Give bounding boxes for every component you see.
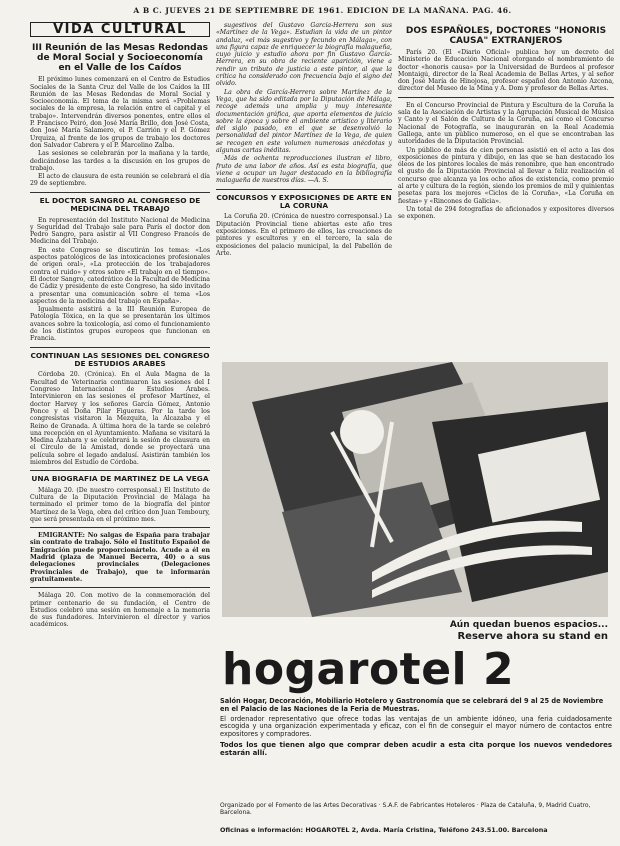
headline: DOS ESPAÑOLES, DOCTORES "HONORIS CAUSA" EXTRANJEROS — [405, 26, 607, 46]
ad-line: en el Palacio de las Naciones de la Feria de Muestras. — [220, 704, 420, 713]
paragraph: sugestivos del Gustavo García-Herrera son sus «Martínez de la Vega». Estudian la vida de un pintor andaluz, «el más sugestivo y fecundo en Málaga», con una figura capaz de enriquecer la biografía malagueña, cuyo juicio y estudio ahora por fin Gustavo García-Herrera, en su obra de reciente aparición, viene a rendir un tributo de justicia a este pintor, al que la crítica ha considerado con frecuencia bajo el signo del olvido. — [216, 22, 392, 88]
headline: CONCURSOS Y EXPOSICIONES DE ARTE EN LA CORUÑA — [216, 192, 392, 210]
ad-line: Organizado por el Fomento de las Artes Decorativas · S.A.F. de Fabricantes Hoteleros · Plaza de Cataluña, 9, Madrid Cuatro, Barcelona. — [220, 802, 591, 817]
headline: CONTINUAN LAS SESIONES DEL CONGRESO DE ESTUDIOS ARABES — [30, 350, 210, 369]
paragraph: La Coruña 20. (Crónica de nuestro corresponsal.) La Diputación Provincial tiene abiertas este año tres exposiciones. En el primero de ellos, las creaciones de pintores y escultores y en el tercero, la sala de exposiciones del palacio municipal, la del Pabellón de Arte. — [216, 213, 392, 257]
column-3 — [398, 22, 614, 382]
paragraph: Más de ochenta reproducciones ilustran el libro, fruto de una labor de años. Así es esta biografía, que viene a ocupar un lugar destacado en la bibliografía malagueña de nuestros días. —A. S. — [216, 155, 392, 185]
paragraph: Málaga 20. Con motivo de la conmemoración del primer centenario de su fundación, el Centro de Estudios celebró una sesión en homenaje a la memoria de sus fundadores. Intervinieron el director y varios académicos. — [30, 592, 210, 629]
paragraph: Igualmente asistirá a la III Reunión Europea de Patología Tóxica, en la que se presentarán los últimos avances sobre la toxicología, así como el funcionamiento de los distintos grupos europeos que funcionan en Francia. — [30, 306, 210, 343]
divider — [30, 587, 210, 588]
paragraph: Un total de 294 fotografías de aficionados y expositores diversos se exponen. — [398, 205, 614, 221]
ad-footer — [220, 802, 612, 834]
tableware-illustration-icon — [222, 362, 608, 617]
ad-strip — [406, 620, 608, 642]
paragraph: La obra de García-Herrera sobre Martínez de la Vega, que ha sido editada por la Diputación de Málaga, recoge además una amplia y muy interesante documentación gráfica, que aporta elementos de juicio sobre la época y sobre el ambiente artístico y literario del siglo pasado, en el que se desenvolvió la personalidad del pintor Martínez de la Vega, de quien se recogen en este volumen numerosas anécdotas y algunas cartas inéditas. — [216, 88, 392, 155]
paragraph: Córdoba 20. (Crónica). En el Aula Magna de la Facultad de Veterinaria continuaron las sesiones del I Congreso Internacional de Estudios Árabes. Intervinieron en las sesiones el profesor Martínez, el doctor Harvey y los señores García Gómez, Antonio Ponce y el Doña Pilar Figueras. Por la tarde los congresistas visitaron la Mezquita, la Alcazaba y el Reino de Granada. A última hora de la tarde se celebró una recepción en el Ayuntamiento. Mañana se visitará la Medina Azahara y se celebrará la sesión de clausura en el Círculo de la Amistad, donde se proyectará una película sobre el legado andalusí. Asistirán también los miembros del Estudio de Córdoba. — [30, 371, 210, 466]
column-1 — [30, 22, 210, 842]
headline: UNA BIOGRAFIA DE MARTINEZ DE LA VEGA — [31, 474, 209, 484]
paragraph: París 20. (El «Diario Oficial» publica hoy un decreto del Ministerio de Educación Nacional otorgando el nombramiento de doctor «honoris causa» por la Universidad de Burdeos al profesor Montaigú, director de la Real Academia de Bellas Artes, y al señor don José María de Hinojosa, profesor español don Antonio Azcona, director del Museo de la Mina y A. Dom y profesor de Bellas Artes. — [398, 49, 614, 93]
section-title: VIDA CULTURAL — [30, 22, 210, 37]
divider — [216, 189, 392, 190]
paragraph: Las sesiones se celebrarán por la mañana y la tarde, dedicándose las tardes a la discusión en los grupos de trabajo. — [30, 150, 210, 172]
paragraph: Málaga 20. (De nuestro corresponsal.) El Instituto de Cultura de la Diputación Provincial de Málaga ha terminado el primer tomo de la biografía del pintor Martínez de la Vega, obra del crítico don Juan Temboury, que será presentada en el próximo mes. — [30, 486, 210, 523]
notice: EMIGRANTE: No salgas de España para trabajar sin contrato de trabajo. Sólo el Instituto Español de Emigración puede proporcionártelo. Acude a él en Madrid (plaza de Manuel Becerra, 40) o a sus delegaciones provinciales (Delegaciones Provinciales de Trabajo), que te informarán gratuitamente. — [30, 532, 210, 583]
ad-strip-line: Reserve ahora su stand en — [457, 631, 608, 642]
ad-line: El ordenador representativo que ofrece todas las ventajas de un ambiente idóneo, una feria cuidadosamente escogida y una organización experimentada y eficaz, con el fin de conseguir el mayor número de contactos entre expositores y compradores. — [220, 714, 612, 739]
ad-strip-line: Aún quedan buenos espacios... — [449, 620, 608, 630]
ad-body — [220, 698, 612, 758]
ad-line: Oficinas e información: HOGAROTEL 2, Avda. María Cristina, Teléfono 243.51.00. Barcelona — [220, 825, 548, 834]
column-2 — [216, 22, 392, 362]
paragraph: Un público de más de cien personas asistió en el acto a las dos exposiciones de pintura y dibujo, en las que se han destacado los óleos de los pintores locales de más renombre, que han encontrado el gusto de la Diputación Provincial al llevar a feliz realización el concurso que alcanza ya los ocho años de existencia, como premio al arte y cultura de la región, siendo los premios de mil y quinientas pesetas para los mejores «Ciclos de la Coruña», «La Coruña en fiestas» y «Rincones de Galicia». — [398, 146, 614, 205]
divider — [30, 527, 210, 528]
paragraph: En representación del Instituto Nacional de Medicina y Seguridad del Trabajo sale para París el doctor don Pedro Sangro, para asistir al VII Congreso Francés de Medicina del Trabajo. — [30, 216, 210, 246]
ad-line: Salón Hogar, Decoración, Mobiliario Hotelero y Gastronomía que se celebrará del 9 al 25 de Noviembre — [220, 697, 604, 705]
paragraph: El acto de clausura de esta reunión se celebrará el día 29 de septiembre. — [30, 173, 210, 188]
ad-line: Todos los que tienen algo que comprar deben acudir a esta cita porque los nuevos vendedores estarán allí. — [220, 740, 612, 757]
advertisement — [216, 362, 614, 846]
divider — [30, 470, 210, 471]
divider — [30, 192, 210, 193]
headline: III Reunión de las Mesas Redondas de Moral Social y Socioeconomía en el Valle de los Caídos — [31, 43, 209, 74]
paragraph: En el Concurso Provincial de Pintura y Escultura de la Coruña la sala de la Asociación de Artistas y la Agrupación Musical de Música y Canto y el Salón de Cultura de la Coruña, así como el Concurso Nacional de Fotografía, se inaugurarán en la Real Academia Gallega, ante un público numeroso, en el que se encontraban las autoridades de la Diputación Provincial. — [398, 101, 614, 146]
masthead: A B C. JUEVES 21 DE SEPTIEMBRE DE 1961. EDICION DE LA MAÑANA. PAG. 46. — [133, 6, 512, 15]
paragraph: El próximo lunes comenzará en el Centro de Estudios Sociales de la Santa Cruz del Valle de los Caídos la III Reunión de las Mesas Redondas de Moral Social y Socioeconomía. El tema de la misma será «Problemas sociales de la empresa, la relación entre el capital y el trabajo». Intervendrán diversos ponentes, entre ellos el P. Francisco Peiró, don José María Brillo, don José Costa, don José María Salamero, el P. Carrión y el P. Gómez Urquiza, al frente de los grupos de trabajo los doctores don Salvador Cabrera y el P. Marcelino Zalba. — [30, 76, 210, 149]
paragraph: En este Congreso se discutirán los temas: «Los aspectos patológicos de las intoxicaciones profesionales de origen oral», «La protección de los trabajadores contra el ruido» y otros sobre «El trabajo en el tiempo». El doctor Sangro, catedrático de la Facultad de Medicina de Cádiz y presidente de este Congreso, ha sido invitado a presentar una comunicación sobre el tema «Los aspectos de la medicina del trabajo en España». — [30, 246, 210, 305]
headline: EL DOCTOR SANGRO AL CONGRESO DE MEDICINA DEL TRABAJO — [39, 195, 201, 214]
brand-logo: hogarotel 2 — [222, 644, 515, 695]
divider — [30, 347, 210, 348]
ad-photo — [222, 362, 608, 617]
divider — [398, 97, 614, 98]
